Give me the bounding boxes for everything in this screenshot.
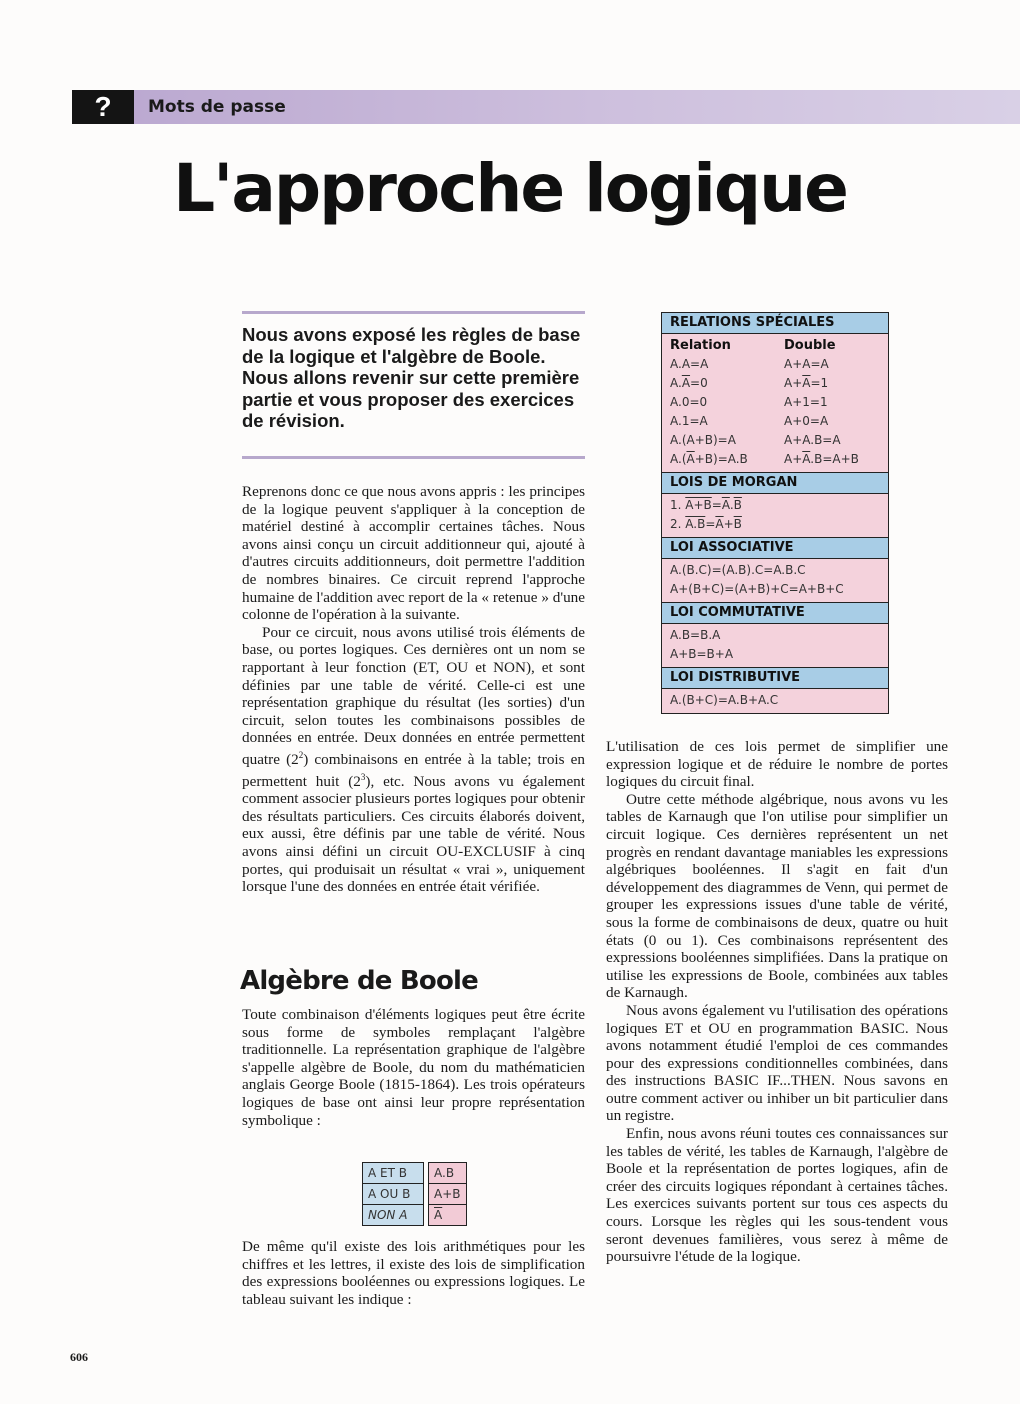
column-left-text-3 <box>242 1238 585 1308</box>
column-left-text <box>242 483 585 896</box>
paragraph-4: De même qu'il existe des lois arithmétiques pour les chiffres et les lettres, il existe des lois de simplification des expressions booléennes ou expressions logiques. Le tableau suivant les indique : <box>242 1238 585 1308</box>
section-header-relations: RELATIONS SPÉCIALES <box>661 312 889 334</box>
distributive-body <box>661 689 889 714</box>
paragraph-6: Outre cette méthode algébrique, nous avons vu les tables de Karnaugh que l'on utilise pour simplifier un circuit logique. Ces dernières représentent un net progrès en rendant davantage maniables les expressions algébriques booléennes. Il s'agit en fait d'un développement des diagrammes de Venn, qui permet de grouper les expressions issues d'une table de vérité, sous la forme de combinaisons de deux, quatre ou huit états (0 ou 1). Ces combinaisons représentent des expressions booléennes simplifiées. Dans la pratique on utilise les expressions de Boole, combinées aux tables de Karnaugh. <box>606 790 948 1002</box>
column-right-text <box>606 738 948 1266</box>
column-header-double: Double <box>784 338 836 353</box>
operator-name: A OU B <box>363 1184 424 1205</box>
associative-body <box>661 559 889 602</box>
table-row: A.A=A A+A=A <box>670 357 829 371</box>
intro-rule-bottom <box>242 456 585 459</box>
section-header-commutative: LOI COMMUTATIVE <box>661 602 889 624</box>
page-title: L'approche logique <box>173 150 847 227</box>
operator-symbol-table <box>362 1162 467 1226</box>
paragraph-5: L'utilisation de ces lois permet de simplifier une expression logique et de réduire le nombre de portes logiques du circuit final. <box>606 738 948 791</box>
table-row: A.(A+B)=A A+A.B=A <box>670 433 841 447</box>
operator-name: NON A <box>363 1205 424 1226</box>
table-row: 2. $A.B=\overline{A}+\overline{B}$ <box>670 517 742 531</box>
table-row: A+B=B+A <box>670 647 734 661</box>
section-header-de-morgan: LOIS DE MORGAN <box>661 472 889 494</box>
operator-symbol: A.B <box>429 1163 467 1184</box>
question-mark-icon: ? <box>72 90 134 124</box>
intro-text: Nous avons exposé les règles de base de la logique et l'algèbre de Boole. Nous allons revenir sur cette première partie et vous proposer des exercices de révision. <box>242 324 581 431</box>
operator-name: A ET B <box>363 1163 424 1184</box>
table-row: $A.\overline{A}=0$ $A+\overline{A}=1$ <box>670 376 829 390</box>
paragraph-1: Reprenons donc ce que nous avons appris : les principes de la logique peuvent s'appliquer à la conception de matériel destiné à accomplir certaines tâches. Nous avons ainsi conçu un circuit additionneur qui, ajouté à d'autres circuits additionneurs, doit permettre l'addition de nombres binaires. Ce circuit reprend l'approche humaine de l'addition avec report de la « retenue » d'une colonne de l'opération à la suivante. <box>242 483 585 624</box>
de-morgan-body <box>661 494 889 537</box>
section-header-associative: LOI ASSOCIATIVE <box>661 537 889 559</box>
paragraph-2: Pour ce circuit, nous avons utilisé trois éléments de base, ou portes logiques. Ces dernières ont un nom se rapportant à leur fonction (ET, OU et NON), et sont définies par une table de vérité. Celle-ci est une représentation graphique du résultat (les sorties) d'un circuit, selon toutes les combinaisons possibles de données en entrée. Deux données en entrée permettent quatre $(2^2)$ combinaisons en entrée à la table; trois en permettent huit $(2^3)$, etc. Nous avons vu également comment associer plusieurs portes logiques pour obtenir des résultats particuliers. Ces circuits élaborés doivent, eux aussi, être définis par une table de vérité. Nous avons ainsi défini un circuit OU-EXCLUSIF à cinq portes, qui produisait un résultat « vrai », uniquement lorsque l'une des données en entrée était vérifiée. <box>242 623 586 896</box>
paragraph-7: Nous avons également vu l'utilisation des opérations logiques ET et OU en programmation BASIC. Nous avons notamment étudié l'emploi de ces commandes pour des expressions conditionnelles combinées, dans des instructions BASIC IF...THEN. Nous savons en outre comment activer ou inhiber un bit particulier dans un registre. <box>606 1001 948 1125</box>
intro-rule-top <box>242 311 585 314</box>
table-row: 1. $A+B=\overline{A}.\overline{B}$ <box>670 498 742 512</box>
operator-symbol: $\overline{A}$ <box>429 1205 467 1226</box>
paragraph-8: Enfin, nous avons réuni toutes ces connaissances sur les tables de vérité, les tables de Karnaugh, l'algèbre de Boole et la représentation de portes logiques, afin de créer des circuits logiques répondant à certaines tâches. Les exercices suivants portent sur tous ces aspects du cours. Lorsque les règles qui les sous-tendent vous seront devenues familières, vous serez à même de poursuivre l'étude de la logique. <box>606 1125 948 1266</box>
column-left-text-2 <box>242 1006 585 1129</box>
boolean-laws-table <box>661 312 889 714</box>
page-number: 606 <box>70 1350 88 1364</box>
table-row <box>363 1205 467 1226</box>
table-row: A.1=A A+0=A <box>670 414 829 428</box>
section-label: Mots de passe <box>148 97 286 117</box>
heading-algebre-de-boole: Algèbre de Boole <box>240 966 478 996</box>
table-row: A.0=0 A+1=1 <box>670 395 828 409</box>
section-header-distributive: LOI DISTRIBUTIVE <box>661 667 889 689</box>
table-row <box>363 1163 467 1184</box>
table-row: $A.(\overline{A}+B)=A.B$ $A+\overline{A}.B=A+B$ <box>670 452 859 466</box>
table-row: A.B=B.A <box>670 628 721 642</box>
column-header-relation: Relation <box>670 338 731 353</box>
operator-symbol: A+B <box>429 1184 467 1205</box>
table-row: A+(B+C)=(A+B)+C=A+B+C <box>670 582 844 596</box>
paragraph-3: Toute combinaison d'éléments logiques peut être écrite sous forme de symboles remplaçant l'algèbre traditionnelle. La représentation graphique de l'algèbre s'appelle algèbre de Boole, du nom du mathématicien anglais George Boole (1815-1864). Les trois opérateurs logiques de base ont ainsi leur propre représentation symbolique : <box>242 1006 585 1129</box>
table-row: A.(B.C)=(A.B).C=A.B.C <box>670 563 806 577</box>
relations-body <box>661 334 889 472</box>
table-row: A.(B+C)=A.B+A.C <box>670 693 779 707</box>
table-row <box>363 1184 467 1205</box>
commutative-body <box>661 624 889 667</box>
